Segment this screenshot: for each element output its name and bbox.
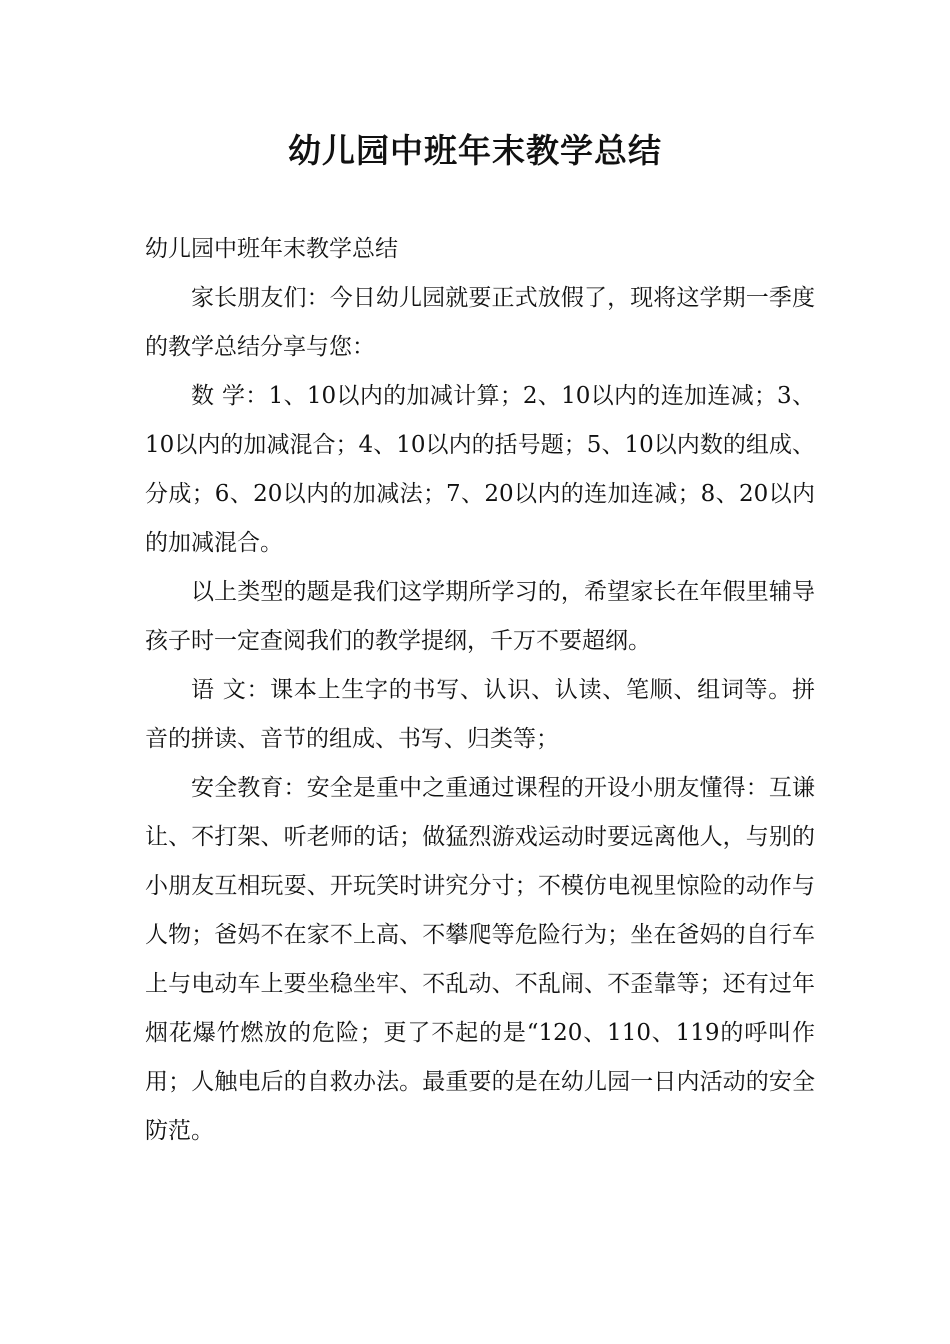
document-subtitle: 幼儿园中班年末教学总结 [145,236,398,262]
paragraph-math: 数 学：1、10以内的加减计算；2、10以内的连加连减；3、10以内的加减混合；4、10以内的括号题；5、10以内数的组成、分成；6、20以内的加减法；7、20以内的连加连减；8、20以内的加减混合。 [145,383,815,556]
paragraph-safety: 安全教育：安全是重中之重通过课程的开设小朋友懂得：互谦让、不打架、听老师的话；做猛烈游戏运动时要远离他人，与别的小朋友互相玩耍、开玩笑时讲究分寸；不模仿电视里惊险的动作与人物；爸妈不在家不上高、不攀爬等危险行为；坐在爸妈的自行车上与电动车上要坐稳坐牢、不乱动、不乱闹、不歪靠等；还有过年烟花爆竹燃放的危险；更了不起的是“120、110、119的呼叫作用；人触电后的自救办法。最重要的是在幼儿园一日内活动的安全防范。 [145,775,815,1144]
paragraph-chinese: 语 文：课本上生字的书写、认识、认读、笔顺、组词等。拼音的拼读、音节的组成、书写、归类等； [145,677,815,752]
paragraph-math-note: 以上类型的题是我们这学期所学习的，希望家长在年假里辅导孩子时一定查阅我们的教学提纲，千万不要超纲。 [145,579,815,654]
paragraph-greeting: 家长朋友们：今日幼儿园就要正式放假了，现将这学期一季度的教学总结分享与您： [145,285,815,360]
document-body [145,225,815,1156]
document-title: 幼儿园中班年末教学总结 [288,131,662,170]
